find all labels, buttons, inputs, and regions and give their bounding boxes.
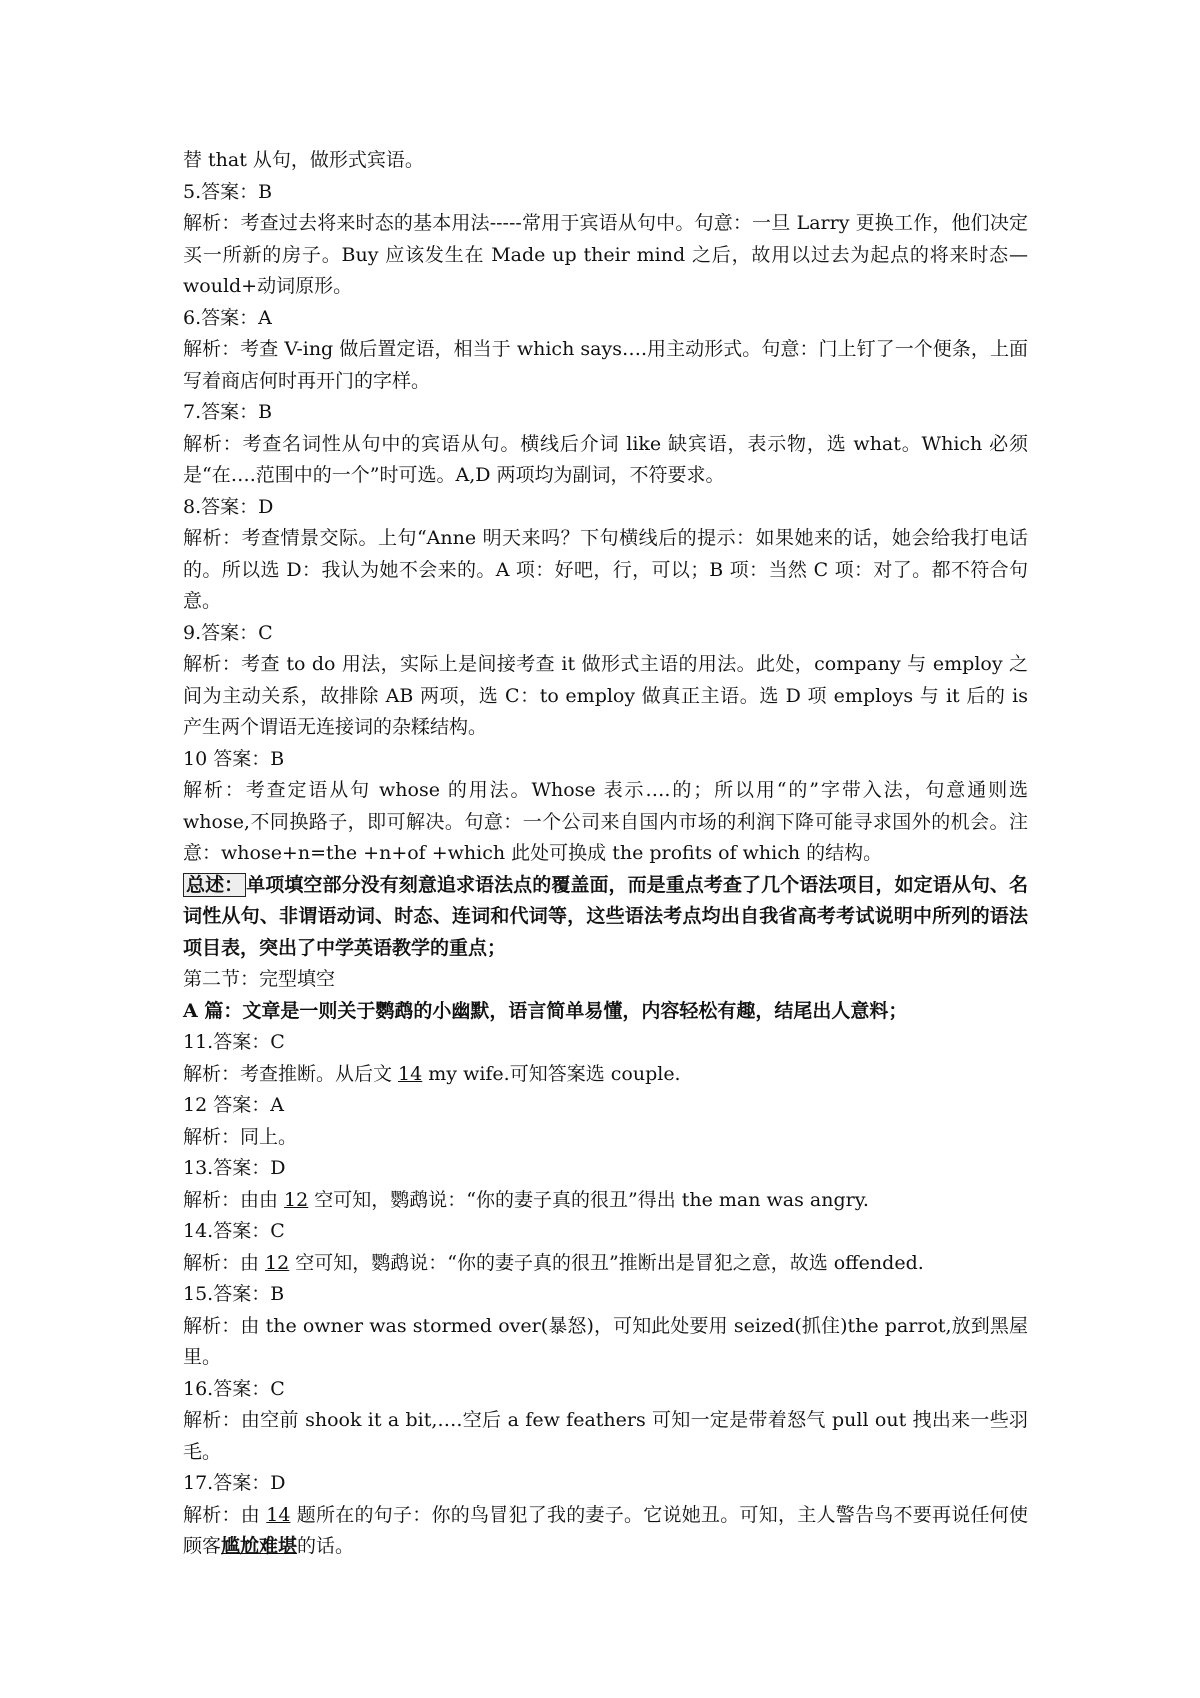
analysis-17-mid: 题所在的句子：你的鸟冒犯了我的妻子。它说她丑。可知，主人警告鸟不要再说任何使顾客 (183, 1503, 1028, 1557)
intro-text: 替 that 从句，做形式宾语。 (183, 149, 424, 171)
analysis-11-pre: 解析：考查推断。从后文 (183, 1062, 399, 1085)
answer-8: 8.答案：D (183, 495, 274, 518)
analysis-11-post: my wife.可知答案选 couple. (422, 1062, 681, 1085)
blank-ref-14: 12 (265, 1251, 290, 1274)
answer-11: 11.答案：C (183, 1031, 285, 1053)
analysis-6: 解析：考查 V-ing 做后置定语，相当于 which says….用主动形式。句意：门上钉了一个便条，上面写着商店何时再开门的字样。 (183, 338, 1028, 392)
answer-6: 6.答案：A (183, 306, 272, 329)
blank-ref-13: 12 (284, 1188, 309, 1211)
passage-a-intro: A 篇：文章是一则关于鹦鹉的小幽默，语言简单易懂，内容轻松有趣，结尾出人意料； (183, 999, 908, 1022)
analysis-17-pre: 解析：由 (183, 1503, 267, 1526)
answer-14: 14.答案：C (183, 1220, 285, 1242)
analysis-7: 解析：考查名词性从句中的宾语从句。横线后介词 like 缺宾语，表示物，选 what。Which 必须是“在….范围中的一个”时可选。A,D 两项均为副词，不符要求。 (183, 432, 1028, 486)
analysis-16: 解析：由空前 shook it a bit,….空后 a few feathers 可知一定是带着怒气 pull out 拽出来一些羽毛。 (183, 1409, 1028, 1463)
analysis-13 (183, 1185, 1028, 1217)
answer-9: 9.答案：C (183, 621, 273, 644)
analysis-14 (183, 1248, 1028, 1280)
answer-15: 15.答案：B (183, 1283, 285, 1305)
analysis-13-post: 空可知，鹦鹉说：“你的妻子真的很丑”得出 the man was angry. (308, 1188, 869, 1211)
analysis-5: 解析：考查过去将来时态的基本用法-----常用于宾语从句中。句意：一旦 Larry 更换工作，他们决定买一所新的房子。Buy 应该发生在 Made up their mind 之后，故用以过去为起点的将来时态—would+动词原形。 (183, 212, 1028, 297)
answer-13: 13.答案：D (183, 1157, 286, 1179)
document-page (183, 145, 1028, 1563)
answer-17: 17.答案：D (183, 1472, 286, 1494)
analysis-14-pre: 解析：由 (183, 1251, 266, 1274)
analysis-11 (183, 1059, 1028, 1091)
analysis-9: 解析：考查 to do 用法，实际上是间接考查 it 做形式主语的用法。此处，company 与 employ 之间为主动关系，故排除 AB 两项，选 C：to employ 做真正主语。选 D 项 employs 与 it 后的 is 产生两个谓语无连接词的杂糅结构。 (183, 653, 1028, 738)
summary-paragraph (183, 870, 1028, 965)
section-2-heading: 第二节：完型填空 (183, 968, 336, 990)
analysis-17-post: 的话。 (297, 1535, 355, 1557)
summary-text: 单项填空部分没有刻意追求语法点的覆盖面，而是重点考查了几个语法项目，如定语从句、名词性从句、非谓语动词、时态、连词和代词等，这些语法考点均出自我省高考考试说明中所列的语法项目表，突出了中学英语教学的重点； (183, 873, 1028, 959)
analysis-17 (183, 1500, 1028, 1563)
answer-7: 7.答案：B (183, 401, 273, 423)
analysis-12: 解析：同上。 (183, 1125, 298, 1148)
blank-ref-17: 14 (266, 1503, 291, 1526)
analysis-14-post: 空可知，鹦鹉说：“你的妻子真的很丑”推断出是冒犯之意，故选 offended. (289, 1251, 924, 1274)
analysis-8: 解析：考查情景交际。上句“Anne 明天来吗？下句横线后的提示：如果她来的话，她会给我打电话的。所以选 D：我认为她不会来的。A 项：好吧，行，可以；B 项：当然 C 项：对了。都不符合句意。 (183, 527, 1028, 612)
analysis-13-pre: 解析：由由 (183, 1188, 285, 1211)
answer-16: 16.答案：C (183, 1377, 285, 1400)
answer-5: 5.答案：B (183, 180, 273, 203)
emphasis-phrase: 尴尬难堪 (221, 1535, 298, 1557)
analysis-10: 解析：考查定语从句 whose 的用法。Whose 表示….的；所以用“的”字带入法，句意通则选 whose,不同换路子，即可解决。句意：一个公司来自国内市场的利润下降可能寻求国外的机会。注意：whose+n=the +n+of +which 此处可换成 the profits of which 的结构。 (183, 779, 1028, 864)
blank-ref-11: 14 (398, 1062, 423, 1085)
answer-12: 12 答案：A (183, 1094, 284, 1116)
analysis-15: 解析：由 the owner was stormed over(暴怒)，可知此处要用 seized(抓住)the parrot,放到黑屋里。 (183, 1314, 1028, 1368)
summary-label: 总述： (183, 873, 246, 897)
answer-10: 10 答案：B (183, 747, 285, 770)
